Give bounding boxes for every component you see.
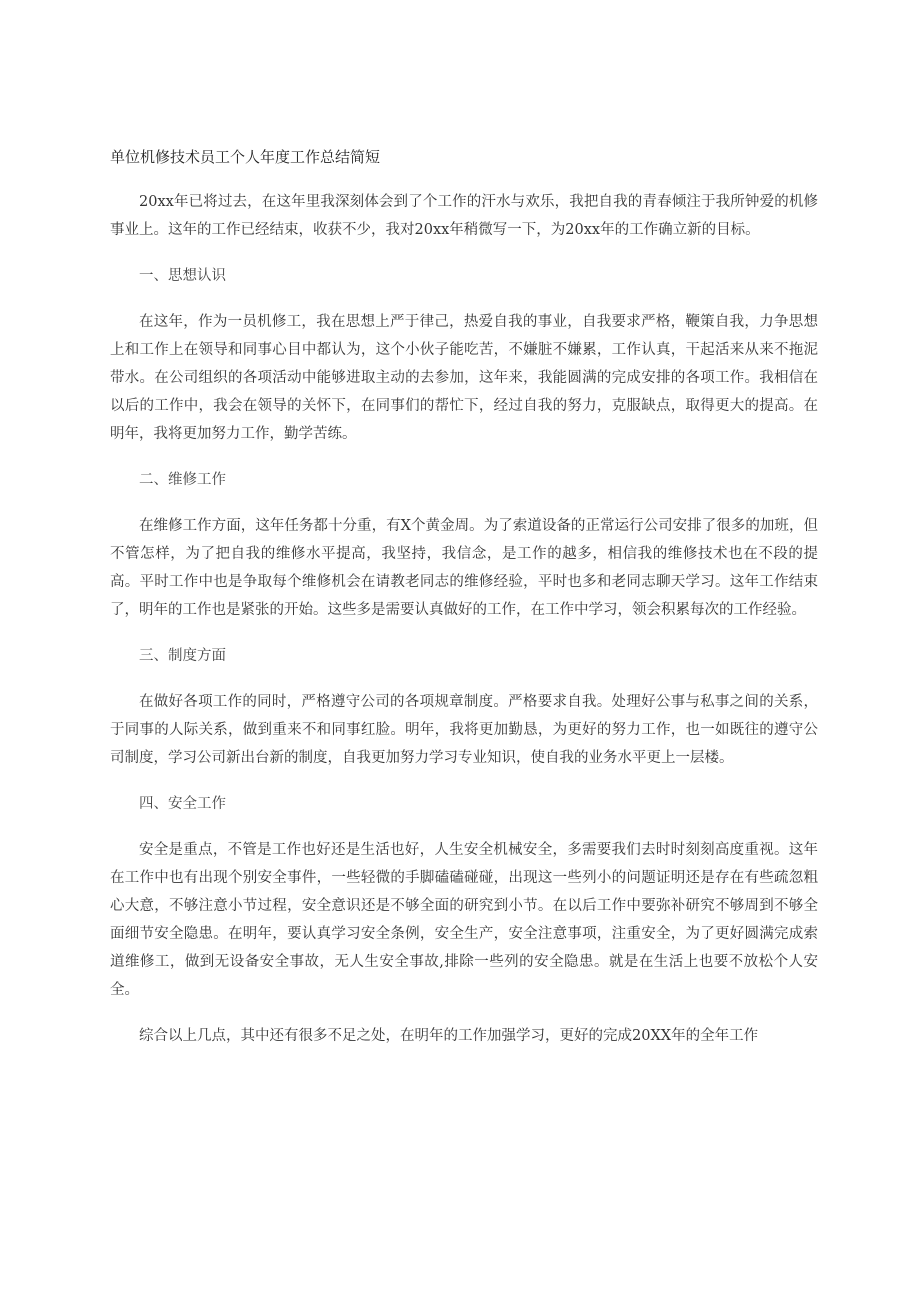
section-body-rules: 在做好各项工作的同时，严格遵守公司的各项规章制度。严格要求自我。处理好公事与私事之间的关系，于同事的人际关系，做到重来不和同事红脸。明年，我将更加勤恳，为更好的努力工作，也一如既往的遵守公司制度，学习公司新出台新的制度，自我更加努力学习专业知识，使自我的业务水平更上一层楼。 (110, 694, 818, 766)
section-heading-maintenance: 二、维修工作 (139, 472, 226, 488)
section-heading-thinking: 一、思想认识 (139, 268, 226, 284)
document-body (110, 188, 818, 1068)
section-body-maintenance: 在维修工作方面，这年任务都十分重，有X个黄金周。为了索道设备的正常运行公司安排了很多的加班，但不管怎样，为了把自我的维修水平提高，我坚持，我信念，是工作的越多，相信我的维修技术也在不段的提高。平时工作中也是争取每个维修机会在请教老同志的维修经验，平时也多和老同志聊天学习。这年工作结束了，明年的工作也是紧张的开始。这些多是需要认真做好的工作，在工作中学习，领会积累每次的工作经验。 (110, 518, 818, 618)
section-body-thinking: 在这年，作为一员机修工，我在思想上严于律己，热爱自我的事业，自我要求严格，鞭策自我，力争思想上和工作上在领导和同事心目中都认为，这个小伙子能吃苦，不嫌脏不嫌累，工作认真，干起活来从来不拖泥带水。在公司组织的各项活动中能够进取主动的去参加，这年来，我能圆满的完成安排的各项工作。我相信在以后的工作中，我会在领导的关怀下，在同事们的帮忙下，经过自我的努力，克服缺点，取得更大的提高。在明年，我将更加努力工作，勤学苦练。 (110, 314, 818, 442)
section-heading-safety: 四、安全工作 (139, 796, 226, 812)
document-title: 单位机修技术员工个人年度工作总结简短 (110, 148, 381, 166)
closing-paragraph: 综合以上几点，其中还有很多不足之处，在明年的工作加强学习，更好的完成20XX年的全年工作 (139, 1028, 759, 1044)
intro-paragraph: 20xx年已将过去，在这年里我深刻体会到了个工作的汗水与欢乐，我把自我的青春倾注于我所钟爱的机修事业上。这年的工作已经结束，收获不少，我对20xx年稍微写一下，为20xx年的工作确立新的目标。 (110, 194, 818, 238)
section-body-safety: 安全是重点，不管是工作也好还是生活也好，人生安全机械安全，多需要我们去时时刻刻高度重视。这年在工作中也有出现个别安全事件，一些轻微的手脚磕磕碰碰，出现这一些列小的问题证明还是存在有些疏忽粗心大意，不够注意小节过程，安全意识还是不够全面的研究到小节。在以后工作中要弥补研究不够周到不够全面细节安全隐患。在明年，要认真学习安全条例，安全生产，安全注意事项，注重安全，为了更好圆满完成索道维修工，做到无设备安全事故，无人生安全事故,排除一些列的安全隐患。就是在生活上也要不放松个人安全。 (110, 842, 818, 998)
section-heading-rules: 三、制度方面 (139, 648, 226, 664)
